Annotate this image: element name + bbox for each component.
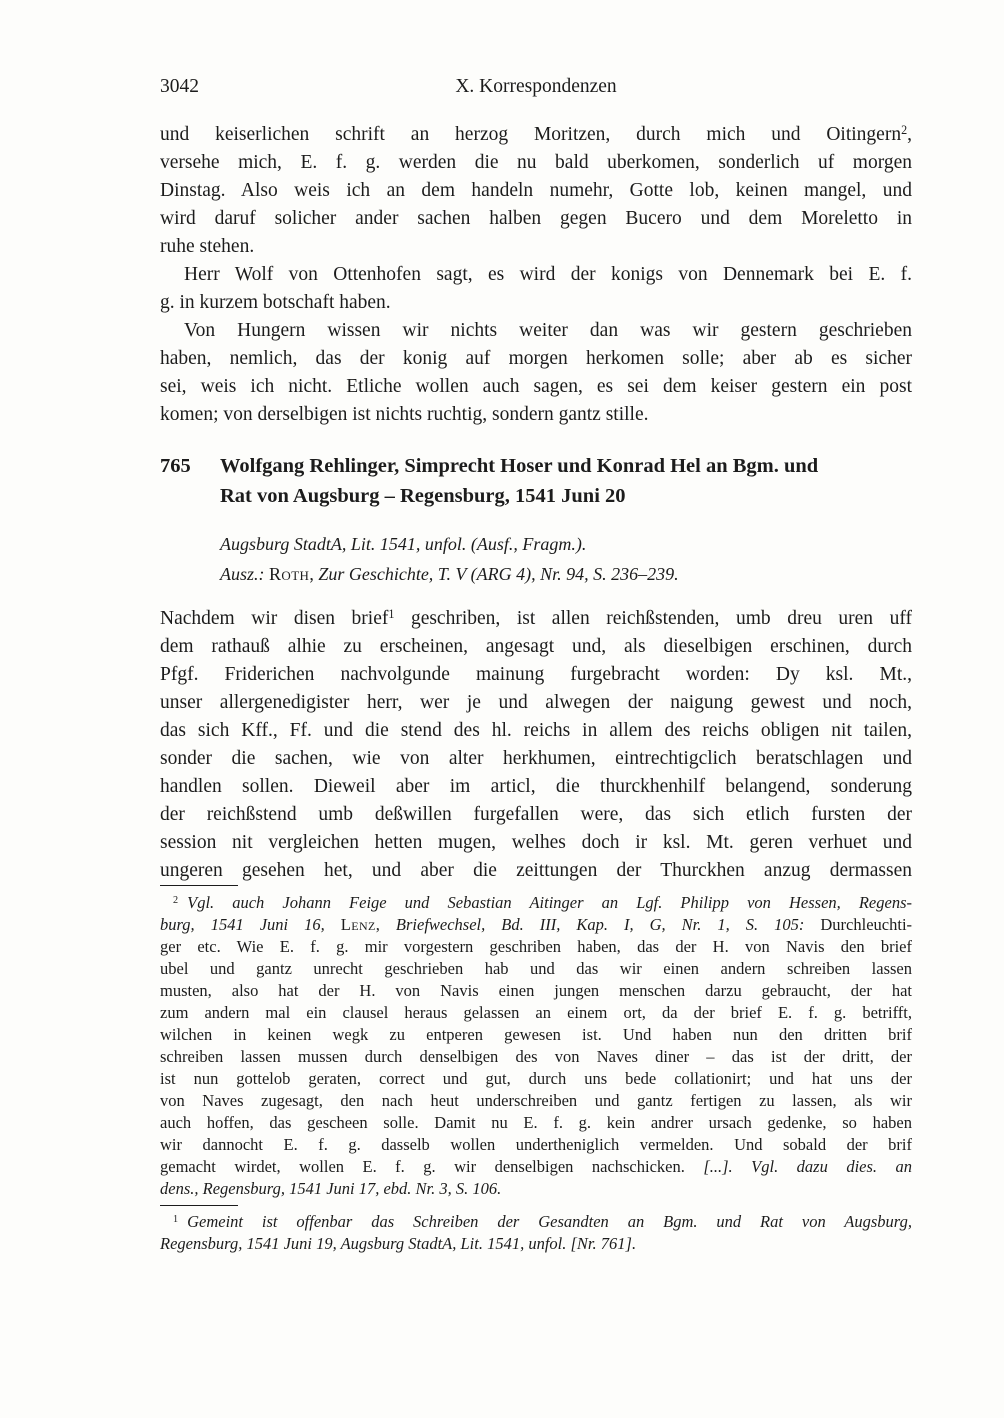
footnote-marker: 2: [901, 122, 908, 137]
italic-run: Zur Geschichte, T. V (ARG 4), Nr. 94, S. 236–239.: [318, 564, 679, 584]
text-line: [160, 1134, 912, 1156]
text-run: sei, weis ich nicht. Etliche wollen auch sagen, es sei dem keiser gestern ein post: [160, 376, 912, 397]
paragraph-ottenhofen: [160, 261, 912, 317]
text-line: [160, 1178, 912, 1200]
text-line: [160, 1068, 912, 1090]
text-line: [220, 481, 912, 511]
italic-run: Gemeint ist offenbar das Schreiben der Gesandten an Bgm. und Rat von Augsburg,: [187, 1212, 912, 1231]
text-run: Herr Wolf von Ottenhofen sagt, es wird der konigs von Dennemark bei E. f.: [184, 264, 912, 285]
entry-title: [220, 451, 912, 511]
text-run: Wolfgang Rehlinger, Simprecht Hoser und Konrad Hel an Bgm. und: [220, 455, 819, 477]
paragraph-hungern: [160, 317, 912, 429]
text-run: sonder die sachen, wie von alter herkhumen, eintrechtigclich beratschlagen und: [160, 748, 912, 769]
italic-run: Ausz.:: [220, 564, 269, 584]
text-run: geschriben, ist allen reichßstenden, umb dreu uren uff: [394, 608, 912, 629]
text-line: [160, 801, 912, 829]
text-run: haben, nemlich, das der konig auf morgen herkomen solle; aber ab es sicher: [160, 348, 912, 369]
text-line: [160, 289, 912, 317]
text-line: [160, 121, 912, 149]
italic-run: Augsburg StadtA, Lit. 1541, unfol. (Ausf., Fragm.).: [220, 534, 587, 554]
paragraph-continuation: [160, 121, 912, 261]
text-run: komen; von derselbigen ist nichts ruchtig, sondern gantz stille.: [160, 404, 649, 425]
text-run: gemacht wirdet, wollen E. f. g. wir denselbigen nachschicken.: [160, 1157, 704, 1176]
footnote-marker: 2: [173, 894, 179, 906]
footnote-2: [160, 892, 912, 1200]
text-line: [220, 529, 912, 559]
text-run: ist nun gottelob geraten, correct und gut, durch uns bede collationirt; und hat uns der: [160, 1069, 912, 1088]
text-run: ruhe stehen.: [160, 236, 255, 257]
italic-run: Vgl. auch Johann Feige und Sebastian Aitinger an Lgf. Philipp von Hessen, Regens-: [187, 893, 912, 912]
text-line: [160, 773, 912, 801]
text-line: [160, 1002, 912, 1024]
text-line: [160, 345, 912, 373]
source-info: [160, 529, 912, 589]
text-line: [160, 1046, 912, 1068]
text-line: [160, 149, 912, 177]
text-line: [160, 1112, 912, 1134]
text-run: Durchleuchti-: [820, 915, 913, 934]
italic-run: dens., Regensburg, 1541 Juni 17, ebd. Nr. 3, S. 106.: [160, 1179, 502, 1198]
footnote-separator: [160, 885, 238, 886]
text-line: [160, 689, 912, 717]
text-run: ,: [907, 124, 912, 145]
text-run: auch hoffen, das gescheen solle. Damit nu E. f. g. kein andrer ursach gedenke, so haben: [160, 1113, 912, 1132]
text-run: und keiserlichen schrift an herzog Moritzen, durch mich und Oitingern: [160, 124, 902, 145]
text-run: von Naves zugesagt, den nach heut underschreiben und gantz fertigen zu lassen, als wir: [160, 1091, 912, 1110]
text-run: session nit vergleichen hetten mugen, welhes doch ir ksl. Mt. geren verhuet und: [160, 832, 912, 853]
text-run: ,: [309, 564, 319, 584]
smallcaps-name: Roth: [269, 564, 310, 584]
text-line: [160, 233, 912, 261]
text-run: g. in kurzem botschaft haben.: [160, 292, 391, 313]
text-run: das sich Kff., Ff. und die stend des hl. reichs in allem des reichs obligen nit tailen,: [160, 720, 912, 741]
text-run: musten, also hat der H. von Navis einen jungen menschen darzu gebraucht, der hat: [160, 981, 912, 1000]
footnote-marker: 1: [173, 1213, 179, 1225]
text-run: der reichßstend umb deßwillen furgefallen were, das sich etlich fursten der: [160, 804, 912, 825]
smallcaps-name: Lenz: [340, 915, 376, 934]
text-line: [160, 605, 912, 633]
italic-run: Briefwechsel, Bd. III, Kap. I, G, Nr. 1, S. 105:: [395, 915, 821, 934]
text-run: Dinstag. Also weis ich an dem handeln numehr, Gotte lob, keinen mangel, und: [160, 180, 912, 201]
text-line: [160, 401, 912, 429]
text-run: wilchen in keinen wegk zu entperen gewesen ist. Und haben nun den dritten brif: [160, 1025, 912, 1044]
text-line: [160, 1090, 912, 1112]
text-run: unser allergenedigister herr, wer je und alwegen der naigung gewest und noch,: [160, 692, 912, 713]
text-line: [160, 829, 912, 857]
italic-run: Regensburg, 1541 Juni 19, Augsburg StadtA, Lit. 1541, unfol. [Nr. 761].: [160, 1234, 637, 1253]
text-run: ubel und gantz unrecht geschrieben hab und das wir einen andern schreiben lassen: [160, 959, 912, 978]
text-line: [220, 559, 912, 589]
text-run: wird daruf solicher ander sachen halben gegen Bucero und dem Moreletto in: [160, 208, 912, 229]
footnote-marker: 1: [388, 606, 395, 621]
text-line: [160, 661, 912, 689]
text-run: Rat von Augsburg – Regensburg, 1541 Juni 20: [220, 485, 626, 507]
text-run: versehe mich, E. f. g. werden die nu bald uberkomen, sonderlich uf morgen: [160, 152, 912, 173]
text-run: zum andern mal ein clausel heraus gelassen an einem ort, da der brief E. f. g. betrifft,: [160, 1003, 912, 1022]
text-run: wir dannocht E. f. g. dasselb wollen undertheniglich vermelden. Und sobald der brif: [160, 1135, 912, 1154]
text-run: handlen sollen. Dieweil aber im articl, die thurckhenhilf belangend, sonderung: [160, 776, 912, 797]
text-run: Nachdem wir disen brief: [160, 608, 389, 629]
entry-number: 765: [160, 455, 191, 477]
text-line: [160, 261, 912, 289]
entry-heading: [160, 451, 912, 511]
italic-run: burg, 1541 Juni 16,: [160, 915, 341, 934]
text-line: [160, 1211, 912, 1233]
text-line: [160, 914, 912, 936]
text-run: Pfgf. Friderichen nachvolgunde mainung furgebracht worden: Dy ksl. Mt.,: [160, 664, 912, 685]
text-run: ger etc. Wie E. f. g. mir vorgestern geschriben haben, das der H. von Navis den brief: [160, 937, 912, 956]
text-line: [160, 958, 912, 980]
text-run: ungeren gesehen het, und aber die zeittungen der Thurckhen anzug dermassen: [160, 860, 912, 881]
text-line: [160, 892, 912, 914]
text-line: [160, 1024, 912, 1046]
page-header: [160, 76, 912, 104]
italic-run: [...]. Vgl. dazu dies. an: [703, 1157, 912, 1176]
text-line: [160, 177, 912, 205]
text-block: [160, 0, 912, 1255]
text-run: schreiben lassen mussen durch denselbigen des von Naves diner – das ist der dritt, der: [160, 1047, 912, 1066]
text-line: [160, 717, 912, 745]
text-line: [160, 373, 912, 401]
footnote-1: [160, 1211, 912, 1255]
text-line: [220, 451, 912, 481]
text-line: [160, 857, 912, 885]
text-run: Von Hungern wissen wir nichts weiter dan was wir gestern geschrieben: [184, 320, 912, 341]
paragraph-nachdem: [160, 605, 912, 885]
running-head: X. Korrespondenzen: [455, 76, 617, 97]
page-number: 3042: [160, 76, 199, 97]
text-line: [160, 1233, 912, 1255]
text-line: [160, 205, 912, 233]
text-line: [160, 317, 912, 345]
footnote-separator-2: [160, 1205, 238, 1206]
text-line: [160, 1156, 912, 1178]
text-run: dem rathauß alhie zu erscheinen, angesagt und, als dieselbigen erschinen, durch: [160, 636, 912, 657]
text-line: [160, 980, 912, 1002]
text-run: ,: [375, 915, 396, 934]
text-line: [160, 745, 912, 773]
text-line: [160, 633, 912, 661]
text-line: [160, 936, 912, 958]
